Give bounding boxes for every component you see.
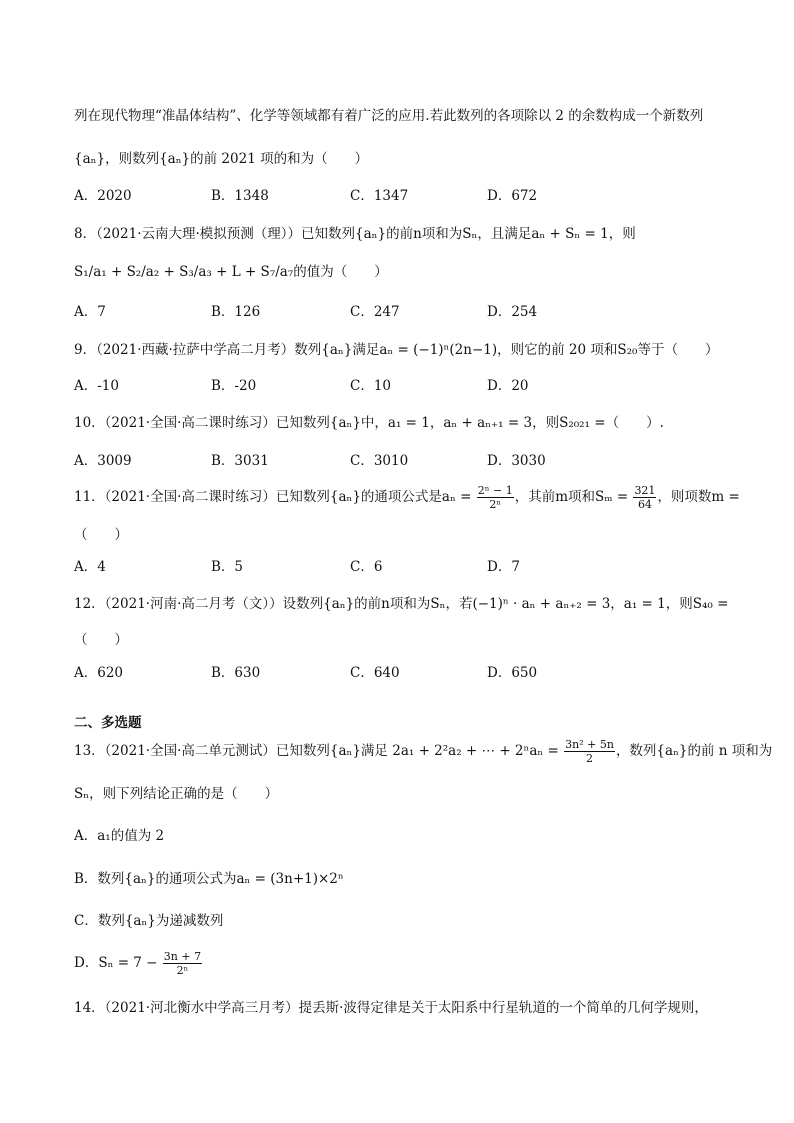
- q13-pre: 13．（2021·全国·高二单元测试）已知数列{aₙ}满足 2a₁ + 2²a₂ + ⋯ + 2ⁿaₙ =: [74, 743, 559, 759]
- q12-option-d[interactable]: D．650: [487, 665, 538, 681]
- q7-option-c[interactable]: C．1347: [350, 188, 409, 204]
- q8-option-c[interactable]: C．247: [350, 304, 400, 320]
- q14-stem: 14．（2021·河北衡水中学高三月考）提丢斯·波得定律是关于太阳系中行星轨道的一个简单的几何学规则，: [74, 1000, 708, 1016]
- q10-stem: 10．（2021·全国·高二课时练习）已知数列{aₙ}中，a₁ = 1，aₙ + aₙ₊₁ = 3，则S₂₀₂₁ =（ ）.: [74, 415, 664, 431]
- q9-option-a[interactable]: A．-10: [74, 378, 119, 394]
- q7-text-line1: 列在现代物理“准晶体结构”、化学等领域都有着广泛的应用.若此数列的各项除以 2 的余数构成一个新数列: [74, 108, 704, 124]
- q11-option-b[interactable]: B．5: [211, 559, 244, 575]
- q10-option-a[interactable]: A．3009: [74, 453, 132, 469]
- q10-option-d[interactable]: D．3030: [487, 453, 546, 469]
- q12-option-b[interactable]: B．630: [211, 665, 261, 681]
- q7-option-a[interactable]: A．2020: [74, 188, 132, 204]
- section-heading-multiple-choice: 二、多选题: [74, 715, 142, 731]
- q10-option-c[interactable]: C．3010: [350, 453, 409, 469]
- q13-frac-den: 2: [586, 752, 594, 765]
- q13-option-c[interactable]: C．数列{aₙ}为递减数列: [74, 913, 224, 929]
- q13-post: ，数列{aₙ}的前 n 项和为: [615, 743, 773, 759]
- q11-mid: ，其前m项和Sₘ =: [514, 489, 629, 505]
- q9-option-c[interactable]: C．10: [350, 378, 392, 394]
- q8-expression-line: [74, 262, 388, 282]
- q13-optd-num: 3n + 7: [163, 950, 202, 963]
- q11-frac2-num: 321: [634, 484, 656, 497]
- q8-stem: 8．（2021·云南大理·模拟预测（理））已知数列{aₙ}的前n项和为Sₙ，且满足aₙ + Sₙ = 1，则: [74, 226, 636, 242]
- q11-option-c[interactable]: C．6: [350, 559, 383, 575]
- q13-frac-num: 3n² + 5n: [565, 738, 614, 751]
- q10-option-b[interactable]: B．3031: [211, 453, 269, 469]
- q11-option-a[interactable]: A．4: [74, 559, 106, 575]
- q11-fraction-sm: [633, 484, 656, 511]
- q11-stem: [74, 484, 740, 511]
- q13-optd-pre: D．Sₙ = 7 −: [74, 955, 158, 971]
- q7-option-b[interactable]: B．1348: [211, 188, 269, 204]
- q7-option-d[interactable]: D．672: [487, 188, 538, 204]
- q7-text-line2: {aₙ}，则数列{aₙ}的前 2021 项的和为（ ）: [74, 151, 369, 167]
- q13-option-b[interactable]: B．数列{aₙ}的通项公式为aₙ = (3n+1)×2ⁿ: [74, 871, 344, 887]
- q8-option-d[interactable]: D．254: [487, 304, 538, 320]
- q11-fraction-an: [477, 484, 514, 511]
- q12-stem: 12．（2021·河南·高二月考（文））设数列{aₙ}的前n项和为Sₙ，若(−1)ⁿ · aₙ + aₙ₊₂ = 3，a₁ = 1，则S₄₀ =: [74, 596, 729, 612]
- q11-pre: 11．（2021·全国·高二课时练习）已知数列{aₙ}的通项公式是aₙ =: [74, 489, 472, 505]
- q13-option-a[interactable]: A．a₁的值为 2: [74, 828, 165, 844]
- q13-option-d[interactable]: [74, 950, 203, 977]
- q11-option-d[interactable]: D．7: [487, 559, 520, 575]
- q11-frac1-den: 2ⁿ: [489, 498, 502, 511]
- q12-option-a[interactable]: A．620: [74, 665, 124, 681]
- q12-option-c[interactable]: C．640: [350, 665, 400, 681]
- q11-frac1-num: 2ⁿ − 1: [477, 484, 513, 497]
- q9-option-b[interactable]: B．-20: [211, 378, 257, 394]
- q11-paren: （ ）: [74, 527, 128, 543]
- q11-post: ，则项数m =: [657, 489, 740, 505]
- q11-frac2-den: 64: [637, 498, 652, 511]
- q8-option-b[interactable]: B．126: [211, 304, 261, 320]
- q8-option-a[interactable]: A．7: [74, 304, 106, 320]
- q13-optd-fraction: [163, 950, 202, 977]
- q8-expression: S₁/a₁ + S₂/a₂ + S₃/a₃ + L + S₇/a₇: [74, 264, 294, 280]
- q9-option-d[interactable]: D．20: [487, 378, 529, 394]
- q8-tail: 的值为（ ）: [293, 264, 388, 280]
- q12-paren: （ ）: [74, 632, 128, 648]
- q13-optd-den: 2ⁿ: [176, 964, 189, 977]
- q13-stem: [74, 738, 772, 765]
- q9-stem: 9．（2021·西藏·拉萨中学高二月考）数列{aₙ}满足aₙ = (−1)ⁿ(2n−1)，则它的前 20 项和S₂₀等于（ ）: [74, 342, 719, 358]
- q13-stem-line2: Sₙ，则下列结论正确的是（ ）: [74, 786, 279, 802]
- q13-fraction: [564, 738, 615, 765]
